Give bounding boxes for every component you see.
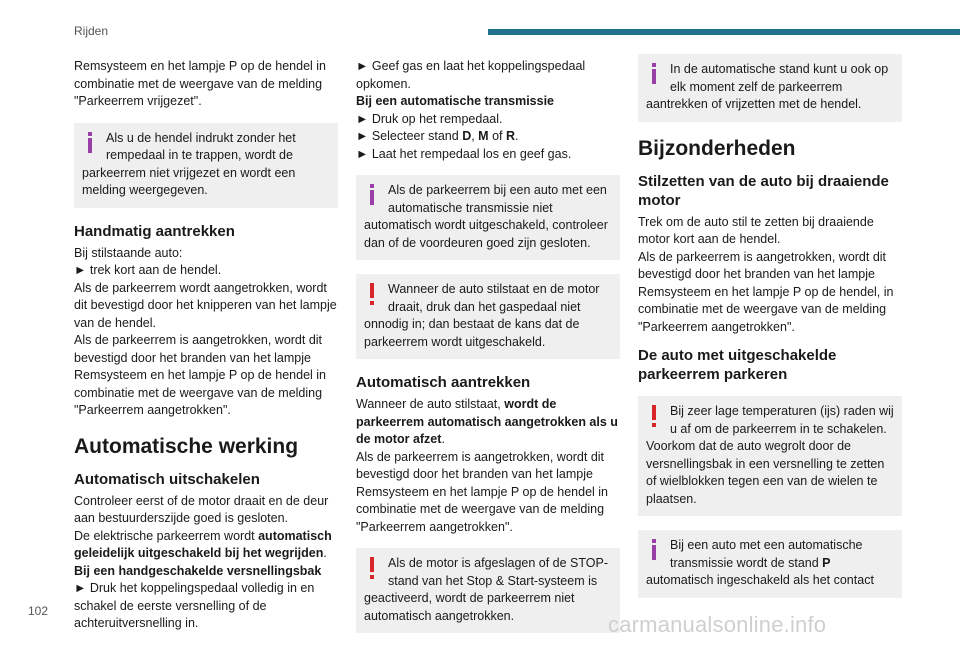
warning-note-2-text: Als de motor is afgeslagen of de STOP-stand van het Stop & Start-systeem is geactiveerd, wordt de parkeerrem niet automatisch aangetrokken. (364, 556, 609, 623)
intro-text (74, 58, 338, 111)
idle-paragraph-2: Als de parkeerrem is aangetrokken, wordt dit bevestigd door het branden van het lampje Remsysteem en het lampje P op de hendel, in combinatie met de weergave van de melding "Parkeerrem aangetrokken". (638, 249, 894, 334)
manual-paragraph-3: Als de parkeerrem is aangetrokken, wordt dit bevestigd door het branden van het lampje Remsysteem en het lampje P op de hendel in combinatie met de weergave van de melding "Parkeerrem aangetrokken". (74, 333, 327, 417)
manual-text: Bij stilstaande auto: (74, 245, 183, 260)
watermark: carmanualsonline.info (608, 612, 827, 637)
select-sep2: of (488, 129, 506, 143)
release-paragraph-1: Controleer eerst of de motor draait en de deur aan bestuurderszijde goed is gesloten. (74, 493, 329, 525)
release-text: De elektrische parkeerrem wordt (74, 528, 259, 543)
warning-icon (646, 403, 666, 429)
warning-icon (364, 281, 384, 307)
step-release: ► Laat het rempedaal los en geef gas. (356, 146, 572, 161)
heading-automatic: Automatische werking (74, 434, 299, 458)
info-note-text: Als u de hendel indrukt zonder het rempedaal in te trappen, wordt de parkeerrem niet vrijgezet en wordt een melding weergegeven. (82, 130, 296, 197)
release-paragraph-2 (74, 528, 338, 563)
apply-text: Wanneer de auto stilstaat, (356, 397, 505, 411)
page-number: 102 (28, 604, 49, 618)
info-note-4-text: Bij een auto met een automatische transmissie wordt de stand (670, 538, 863, 570)
step-gas: ► Geef gas en laat het koppelingspedaal opkomen. (356, 59, 586, 91)
info-note-2 (356, 175, 620, 260)
select-r: R (505, 129, 515, 143)
apply-end: . (441, 432, 445, 446)
warning-note-2 (356, 548, 620, 633)
column-2 (356, 58, 620, 647)
info-note-4 (638, 530, 902, 598)
section-header: Rijden (74, 24, 109, 38)
warning-note-text: Wanneer de auto stilstaat en de motor draait, druk dan het gaspedaal niet onnodig in; dan bestaat de kans dat de parkeerrem wordt uitgeschakeld. (364, 282, 600, 349)
manual-paragraph-2: Als de parkeerrem wordt aangetrokken, wordt dit bevestigd door het knipperen van het lampje van de hendel. (74, 280, 337, 330)
info-note-3 (638, 54, 902, 122)
manual-gear-step: ► Druk het koppelingspedaal volledig in en schakel de eerste versnelling of de achteruitversnelling in. (74, 581, 315, 630)
info-note-4-bold: P (822, 555, 831, 570)
manual-step: ► trek kort aan de hendel. (74, 263, 222, 277)
column-3 (638, 50, 902, 612)
idle-paragraph-1: Trek om de auto stil te zetten bij draaiende motor kort aan de hendel. (638, 214, 874, 246)
info-note-3-text: In de automatische stand kunt u ook op elk moment zelf de parkeerrem aantrekken of vrijzetten met de hendel. (646, 62, 889, 111)
heading-park-released: De auto met uitgeschakelde parkeerrem parkeren (638, 347, 837, 383)
info-icon (646, 537, 666, 563)
warning-note-3-text: Bij zeer lage temperaturen (ijs) raden wij u af om de parkeerrem in te schakelen. Voorkom dat de auto wegrolt door de versnellingsbak in een versnelling te zetten of wielblokken tegen een van de wielen te plaatsen. (646, 404, 894, 506)
info-icon (82, 130, 102, 156)
select-sep1: , (471, 129, 479, 143)
select-text: ► Selecteer stand (356, 129, 463, 143)
select-d: D (462, 129, 472, 143)
apply-paragraph (356, 396, 620, 449)
auto-gear-heading (356, 93, 620, 111)
heading-auto-apply: Automatisch aantrekken (356, 374, 531, 391)
info-note (74, 123, 338, 208)
select-end: . (515, 129, 519, 143)
select-m: M (478, 129, 489, 143)
header-accent-bar (488, 29, 960, 35)
release-bold: automatisch geleidelijk uitgeschakeld bij het wegrijden (74, 528, 332, 560)
auto-gear-label: Bij een automatische transmissie (356, 94, 554, 108)
info-icon (646, 61, 666, 87)
heading-idle-stop: Stilzetten van de auto bij draaiende motor (638, 172, 889, 209)
step-select (356, 128, 620, 146)
info-icon (364, 182, 384, 208)
step-brake: ► Druk op het rempedaal. (356, 111, 503, 126)
manual-gear-heading (74, 563, 338, 581)
warning-icon (364, 555, 384, 581)
heading-auto-release: Automatisch uitschakelen (74, 470, 260, 488)
release-end: . (323, 546, 327, 560)
info-note-2-text: Als de parkeerrem bij een auto met een automatische transmissie niet automatisch wordt uitgeschakeld, controleer dan of de voordeuren goed zijn gesloten. (364, 183, 608, 250)
heading-special: Bijzonderheden (638, 136, 796, 160)
apply-paragraph-2: Als de parkeerrem is aangetrokken, wordt dit bevestigd door het branden van het lampje Remsysteem en het lampje P op de hendel in combinatie met de weergave van de melding "Parkeerrem aangetrokken". (356, 449, 609, 534)
manual-gear-label: Bij een handgeschakelde versnellingsbak (74, 563, 322, 578)
warning-note (356, 274, 620, 359)
heading-manual-apply: Handmatig aantrekken (74, 222, 235, 240)
column-1 (74, 58, 338, 633)
apply-bold: wordt de parkeerrem automatisch aangetrokken als u de motor afzet (356, 397, 618, 446)
info-note-4-end: automatisch ingeschakeld als het contact (646, 573, 874, 587)
intro-paragraph: Remsysteem en het lampje P op de hendel in combinatie met de weergave van de melding "Parkeerrem vrijgezet". (74, 59, 327, 108)
warning-note-3 (638, 396, 902, 516)
